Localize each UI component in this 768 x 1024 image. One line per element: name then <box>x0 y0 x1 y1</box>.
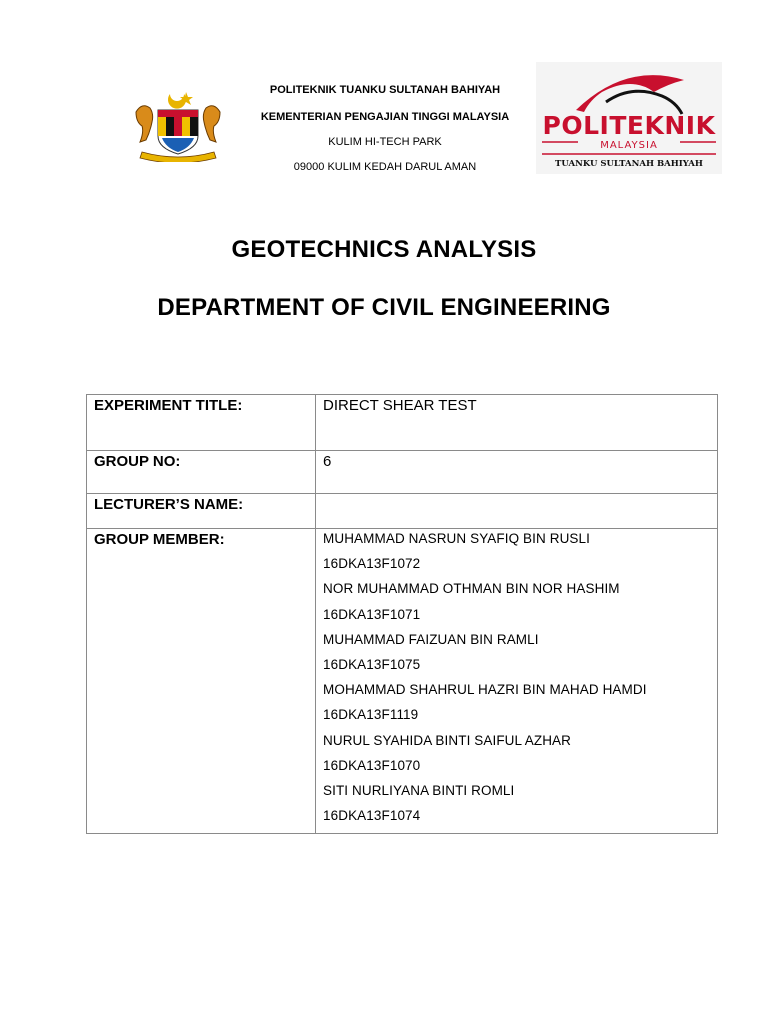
member-name: NOR MUHAMMAD OTHMAN BIN NOR HASHIM <box>323 581 620 597</box>
member-id: 16DKA13F1070 <box>323 757 421 773</box>
lecturer-row <box>87 494 718 529</box>
member-id: 16DKA13F1071 <box>323 606 421 622</box>
department-title: DEPARTMENT OF CIVIL ENGINEERING <box>157 294 611 321</box>
coat-of-arms-logo <box>128 90 228 162</box>
politeknik-country-text: MALAYSIA <box>600 140 658 151</box>
members-row <box>87 529 718 834</box>
member-name: MUHAMMAD NASRUN SYAFIQ BIN RUSLI <box>323 531 590 546</box>
experiment-row <box>87 395 718 451</box>
report-info-table <box>86 394 718 834</box>
members-list <box>316 529 718 834</box>
member-id: 16DKA13F1074 <box>323 808 421 824</box>
course-title: GEOTECHNICS ANALYSIS <box>231 236 537 263</box>
institution-name: POLITEKNIK TUANKU SULTANAH BAHIYAH <box>269 84 501 96</box>
lecturer-label: LECTURER’S NAME: <box>87 494 316 529</box>
member-name: NURUL SYAHIDA BINTI SAIFUL AZHAR <box>323 732 571 748</box>
address-line-2: 09000 KULIM KEDAH DARUL AMAN <box>293 161 477 173</box>
politeknik-brand-text: POLITEKNIK <box>542 111 716 140</box>
experiment-value: DIRECT SHEAR TEST <box>316 395 718 451</box>
group-label: GROUP NO: <box>87 451 316 494</box>
experiment-label: EXPERIMENT TITLE: <box>87 395 316 451</box>
politeknik-campus-text: TUANKU SULTANAH BAHIYAH <box>555 159 703 169</box>
member-id: 16DKA13F1075 <box>323 656 421 672</box>
ministry-name: KEMENTERIAN PENGAJIAN TINGGI MALAYSIA <box>260 111 510 123</box>
politeknik-logo <box>536 62 722 174</box>
member-name: SITI NURLIYANA BINTI ROMLI <box>323 782 515 798</box>
address-line-1: KULIM HI-TECH PARK <box>328 136 442 148</box>
members-label: GROUP MEMBER: <box>87 529 316 834</box>
member-name: MUHAMMAD FAIZUAN BIN RAMLI <box>323 631 539 647</box>
member-id: 16DKA13F1072 <box>323 556 421 572</box>
member-name: MOHAMMAD SHAHRUL HAZRI BIN MAHAD HAMDI <box>323 682 647 698</box>
group-value: 6 <box>316 451 718 494</box>
member-id: 16DKA13F1119 <box>323 707 419 723</box>
lecturer-value <box>316 494 718 529</box>
group-row <box>87 451 718 494</box>
